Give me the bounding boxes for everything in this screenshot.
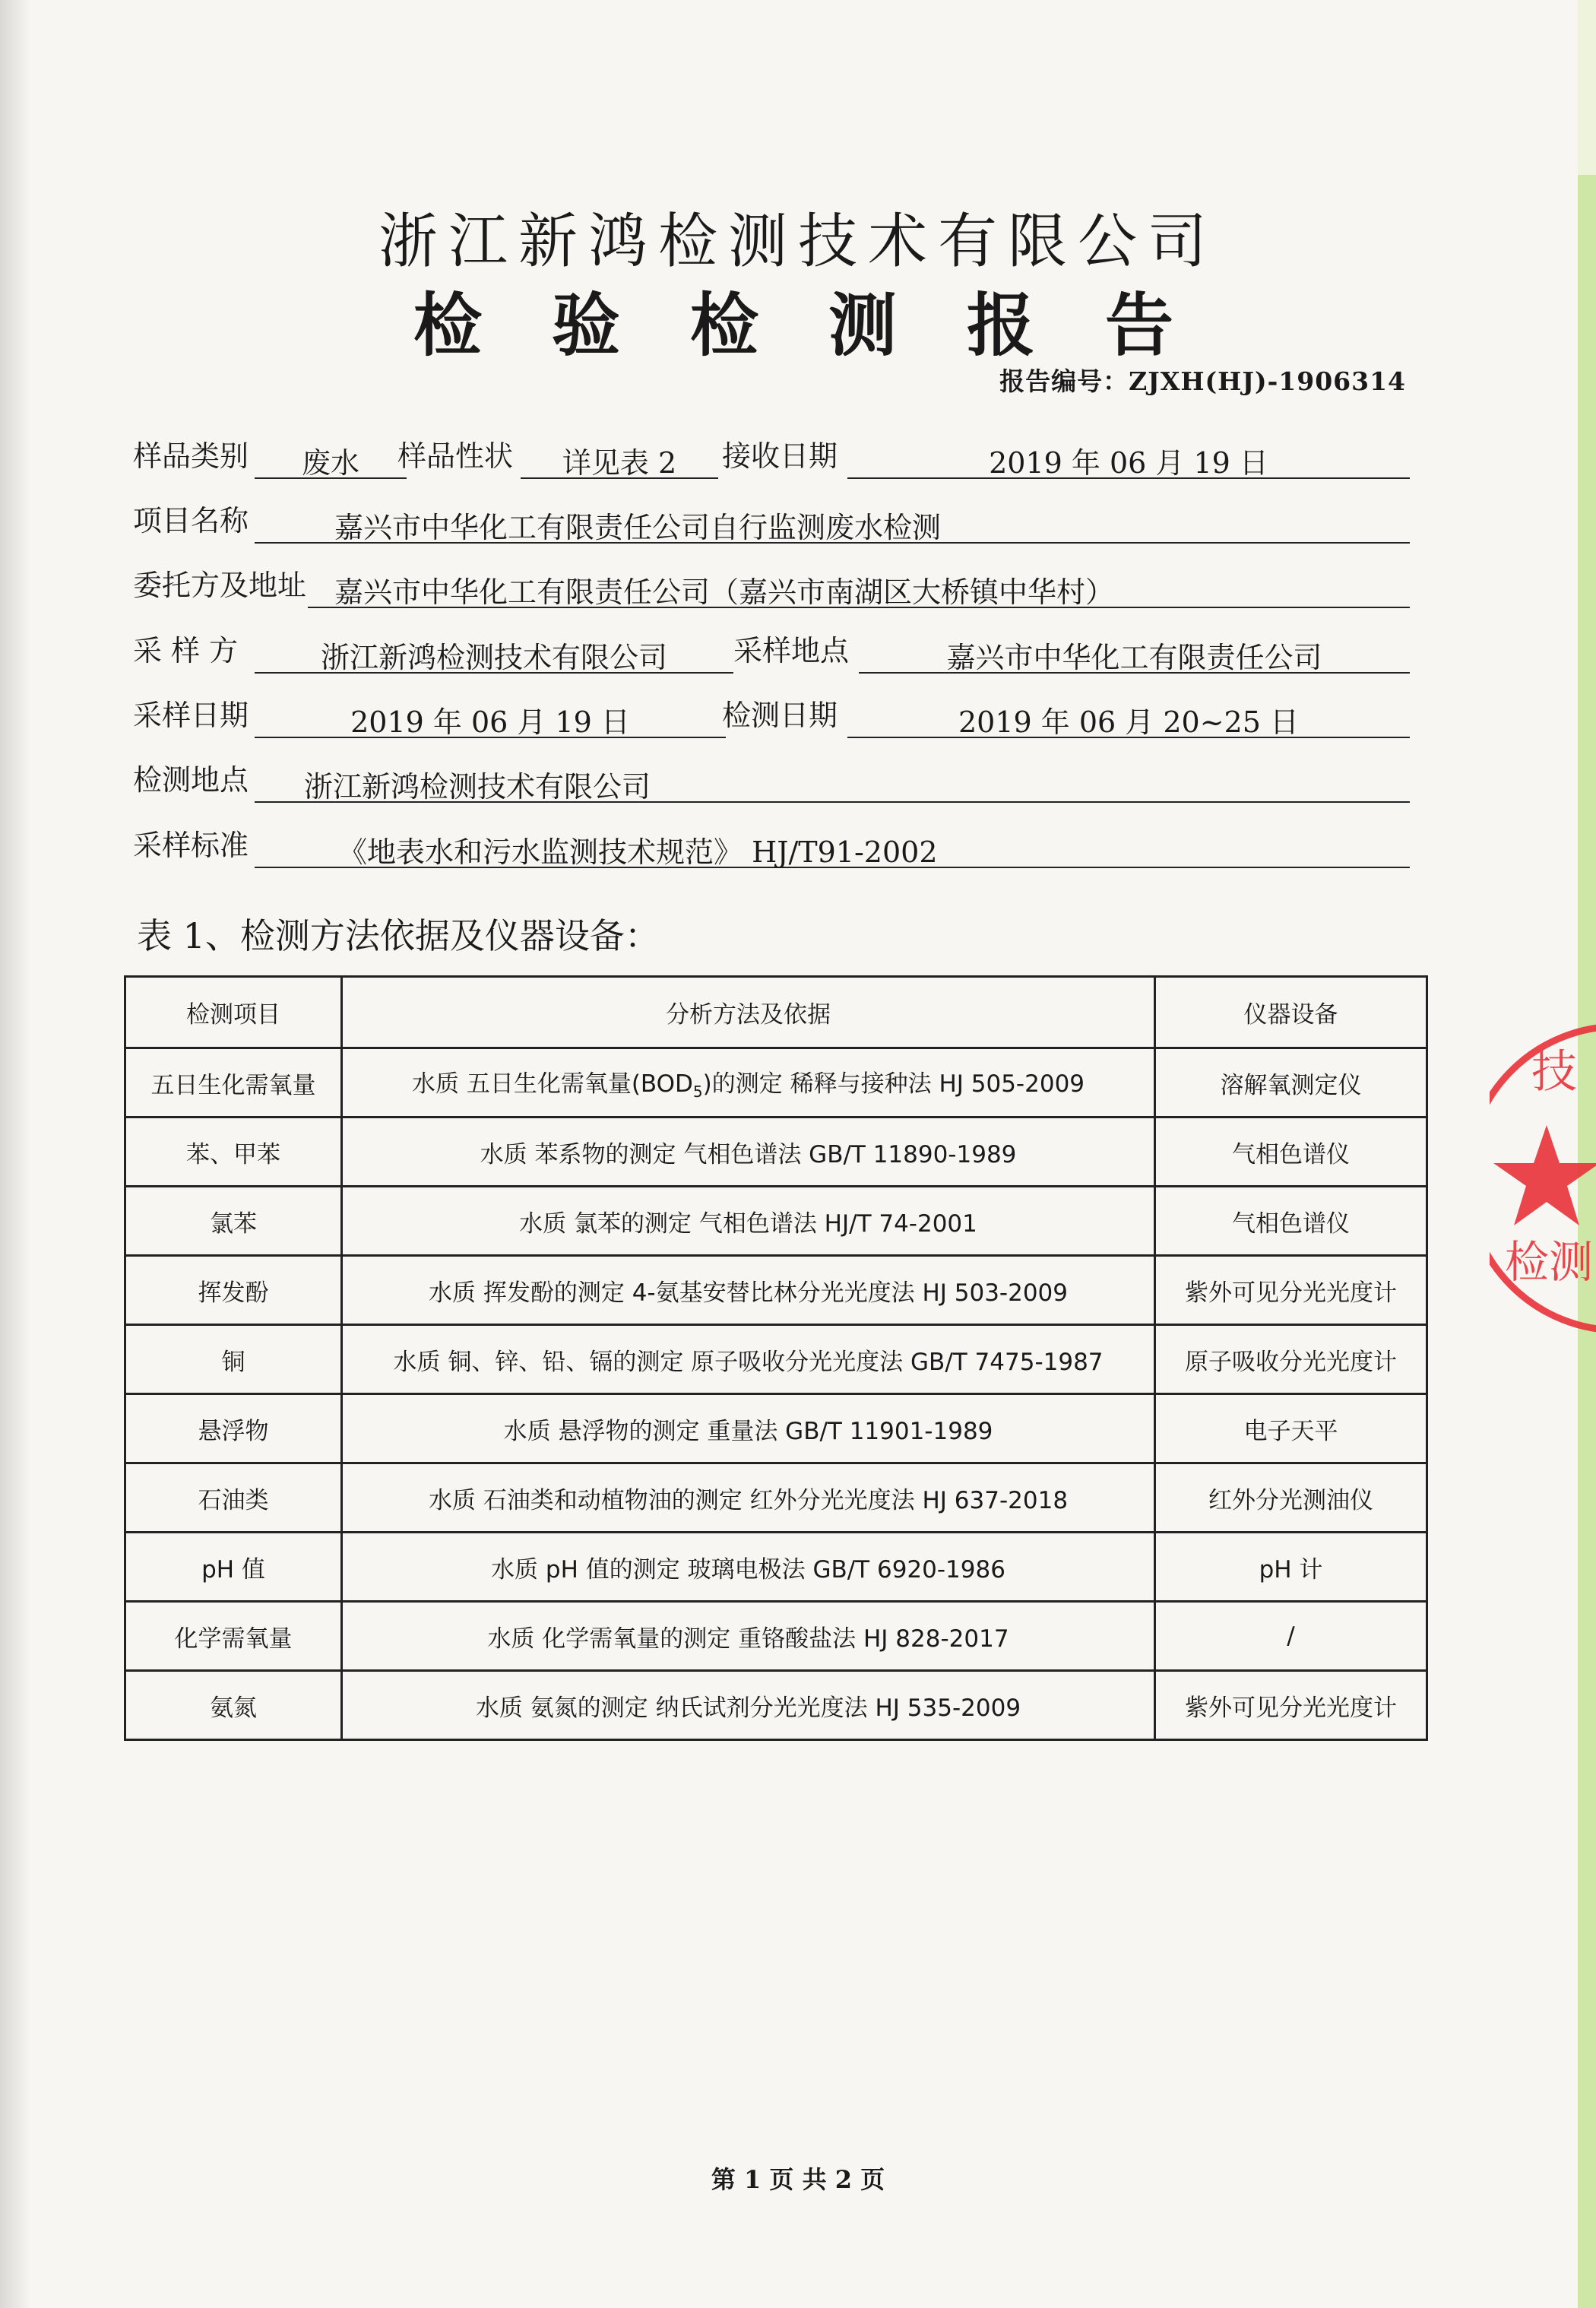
svg-text:技: 技: [1531, 1045, 1577, 1099]
table-row: [125, 1602, 1427, 1671]
method-text-post: )的测定 稀释与接种法 HJ 505-2009: [702, 1070, 1085, 1098]
report-number: 报告编号：ZJXH(HJ)-1906314: [999, 366, 1406, 396]
table1-heading: 表 1、检测方法依据及仪器设备：: [137, 915, 660, 956]
cell-item: 悬浮物: [125, 1394, 342, 1463]
table-row: [125, 1256, 1427, 1325]
standard-label: 采样标准: [133, 829, 249, 862]
col-header-method: 分析方法及依据: [342, 977, 1155, 1048]
client-value: 嘉兴市中华化工有限责任公司（嘉兴市南湖区大桥镇中华村）: [308, 566, 1410, 608]
table-row: [125, 1048, 1427, 1118]
table-row: [125, 1187, 1427, 1256]
table-header-row: [125, 977, 1427, 1048]
row-client: [133, 563, 1410, 608]
cell-method: 水质 pH 值的测定 玻璃电极法 GB/T 6920-1986: [342, 1533, 1155, 1602]
cell-method: 水质 化学需氧量的测定 重铬酸盐法 HJ 828-2017: [342, 1602, 1155, 1671]
cell-instrument: 红外分光测油仪: [1155, 1463, 1427, 1533]
cell-item: 铜: [125, 1325, 342, 1394]
cell-item: 氯苯: [125, 1187, 342, 1256]
cell-method: 水质 苯系物的测定 气相色谱法 GB/T 11890-1989: [342, 1118, 1155, 1187]
sampler-value: 浙江新鸿检测技术有限公司: [255, 631, 733, 674]
project-value: 嘉兴市中华化工有限责任公司自行监测废水检测: [255, 501, 1410, 544]
test-date-value: 2019 年 06 月 20~25 日: [847, 696, 1410, 738]
cell-instrument: 溶解氧测定仪: [1155, 1048, 1427, 1118]
test-date-label: 检测日期: [722, 699, 838, 732]
table-row: [125, 1394, 1427, 1463]
client-label: 委托方及地址: [133, 569, 307, 602]
sample-type-value: 废水: [255, 436, 407, 479]
cell-instrument: 电子天平: [1155, 1394, 1427, 1463]
cell-instrument: pH 计: [1155, 1533, 1427, 1602]
sampling-site-label: 采样地点: [733, 634, 850, 667]
standard-value: 《地表水和污水监测技术规范》 HJ/T91-2002: [255, 826, 1410, 868]
sampling-date-value: 2019 年 06 月 19 日: [255, 696, 726, 738]
row-dates: [133, 693, 1410, 738]
sampling-date-label: 采样日期: [133, 699, 249, 732]
report-title: 检验检测报告: [413, 285, 1243, 366]
cell-method: 水质 氨氮的测定 纳氏试剂分光光度法 HJ 535-2009: [342, 1671, 1155, 1740]
cell-method: 水质 石油类和动植物油的测定 红外分光光度法 HJ 637-2018: [342, 1463, 1155, 1533]
methods-table: [124, 975, 1428, 1741]
row-sampler: [133, 628, 1410, 674]
row-standard: [133, 823, 1410, 868]
cell-item: 氨氮: [125, 1671, 342, 1740]
page-footer: 第 1 页 共 2 页: [711, 2165, 885, 2194]
cell-method: 水质 悬浮物的测定 重量法 GB/T 11901-1989: [342, 1394, 1155, 1463]
receive-date-label: 接收日期: [722, 439, 838, 473]
sample-type-label: 样品类别: [133, 439, 249, 473]
col-header-instrument: 仪器设备: [1155, 977, 1427, 1048]
cell-item: 苯、甲苯: [125, 1118, 342, 1187]
test-site-label: 检测地点: [133, 763, 249, 797]
project-label: 项目名称: [133, 504, 249, 537]
cell-method: 水质 挥发酚的测定 4-氨基安替比林分光光度法 HJ 503-2009: [342, 1256, 1155, 1325]
row-sample-info: [133, 433, 1410, 479]
cell-item: 挥发酚: [125, 1256, 342, 1325]
receive-date-value: 2019 年 06 月 19 日: [847, 436, 1410, 479]
cell-instrument: 气相色谱仪: [1155, 1118, 1427, 1187]
method-subscript: 5: [692, 1083, 703, 1102]
test-site-value: 浙江新鸿检测技术有限公司: [255, 760, 1410, 803]
page-edge-strip-top: [1578, 0, 1596, 175]
svg-text:检测: 检测: [1505, 1236, 1594, 1288]
official-seal-stamp: [1490, 1019, 1596, 1338]
cell-instrument: /: [1155, 1602, 1427, 1671]
cell-method: [342, 1048, 1155, 1118]
cell-instrument: 原子吸收分光光度计: [1155, 1325, 1427, 1394]
cell-method: 水质 氯苯的测定 气相色谱法 HJ/T 74-2001: [342, 1187, 1155, 1256]
company-name: 浙江新鸿检测技术有限公司: [378, 208, 1218, 276]
table-row: [125, 1533, 1427, 1602]
method-text-pre: 水质 五日生化需氧量(BOD: [411, 1070, 693, 1098]
cell-item: pH 值: [125, 1533, 342, 1602]
row-test-site: [133, 757, 1410, 803]
table-row: [125, 1325, 1427, 1394]
col-header-item: 检测项目: [125, 977, 342, 1048]
cell-item: 石油类: [125, 1463, 342, 1533]
table-row: [125, 1118, 1427, 1187]
sampling-site-value: 嘉兴市中华化工有限责任公司: [859, 631, 1410, 674]
cell-method: 水质 铜、锌、铅、镉的测定 原子吸收分光光度法 GB/T 7475-1987: [342, 1325, 1155, 1394]
sample-state-value: 详见表 2: [521, 436, 718, 479]
row-project: [133, 498, 1410, 544]
cell-instrument: 紫外可见分光光度计: [1155, 1671, 1427, 1740]
cell-item: 化学需氧量: [125, 1602, 342, 1671]
table-row: [125, 1671, 1427, 1740]
cell-instrument: 气相色谱仪: [1155, 1187, 1427, 1256]
table-row: [125, 1463, 1427, 1533]
cell-instrument: 紫外可见分光光度计: [1155, 1256, 1427, 1325]
sampler-label: 采 样 方: [133, 634, 239, 667]
cell-item: 五日生化需氧量: [125, 1048, 342, 1118]
sample-state-label: 样品性状: [397, 439, 514, 473]
